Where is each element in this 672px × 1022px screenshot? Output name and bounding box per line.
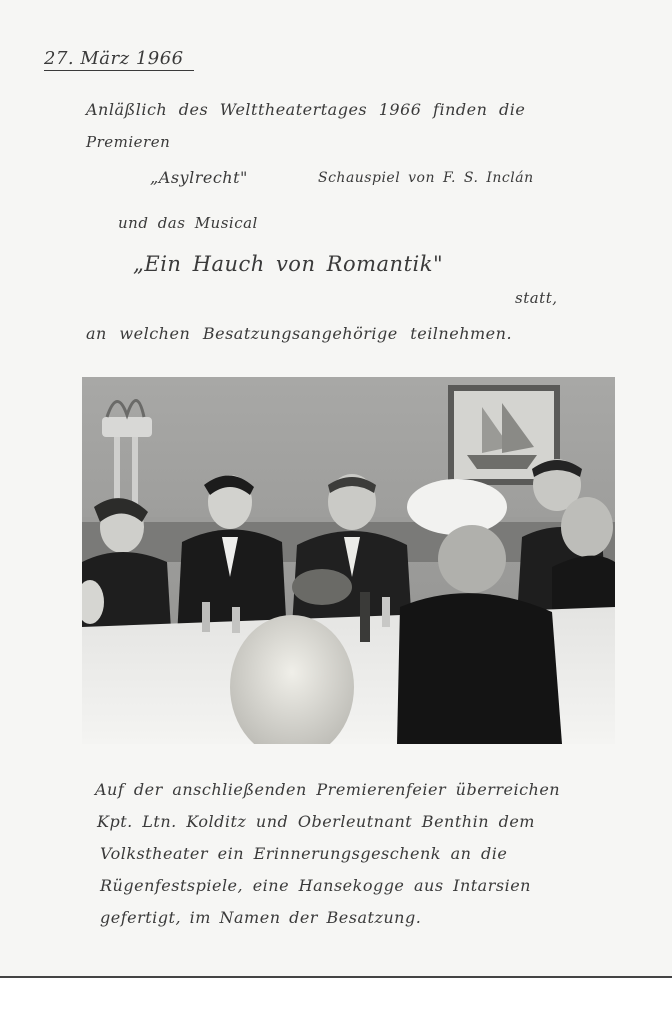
participants-line: an welchen Besatzungsangehörige teilnehmen.	[86, 324, 513, 343]
statt-line: statt,	[515, 289, 558, 307]
intro-line-2: Premieren	[86, 133, 171, 151]
caption-line-2: Kpt. Ltn. Kolditz und Oberleutnant Benthin dem	[97, 812, 535, 831]
intro-line-1: Anläßlich des Welttheatertages 1966 finden die	[86, 100, 526, 119]
caption-line-5: gefertigt, im Namen der Besatzung.	[100, 908, 422, 927]
page-bottom-rule	[0, 976, 672, 978]
caption-line-4: Rügenfestspiele, eine Hansekogge aus Intarsien	[100, 876, 531, 895]
caption-line-3: Volkstheater ein Erinnerungsgeschenk an die	[100, 844, 508, 863]
musical-title: „Ein Hauch von Romantik"	[133, 252, 444, 276]
and-musical-line: und das Musical	[118, 214, 258, 232]
play-description: Schauspiel von F. S. Inclán	[318, 170, 534, 186]
caption-line-1: Auf der anschließenden Premierenfeier überreichen	[95, 780, 561, 799]
banquet-photo	[82, 377, 615, 744]
date-heading: 27. März 1966	[44, 48, 194, 71]
play-title: „Asylrecht"	[150, 168, 248, 187]
